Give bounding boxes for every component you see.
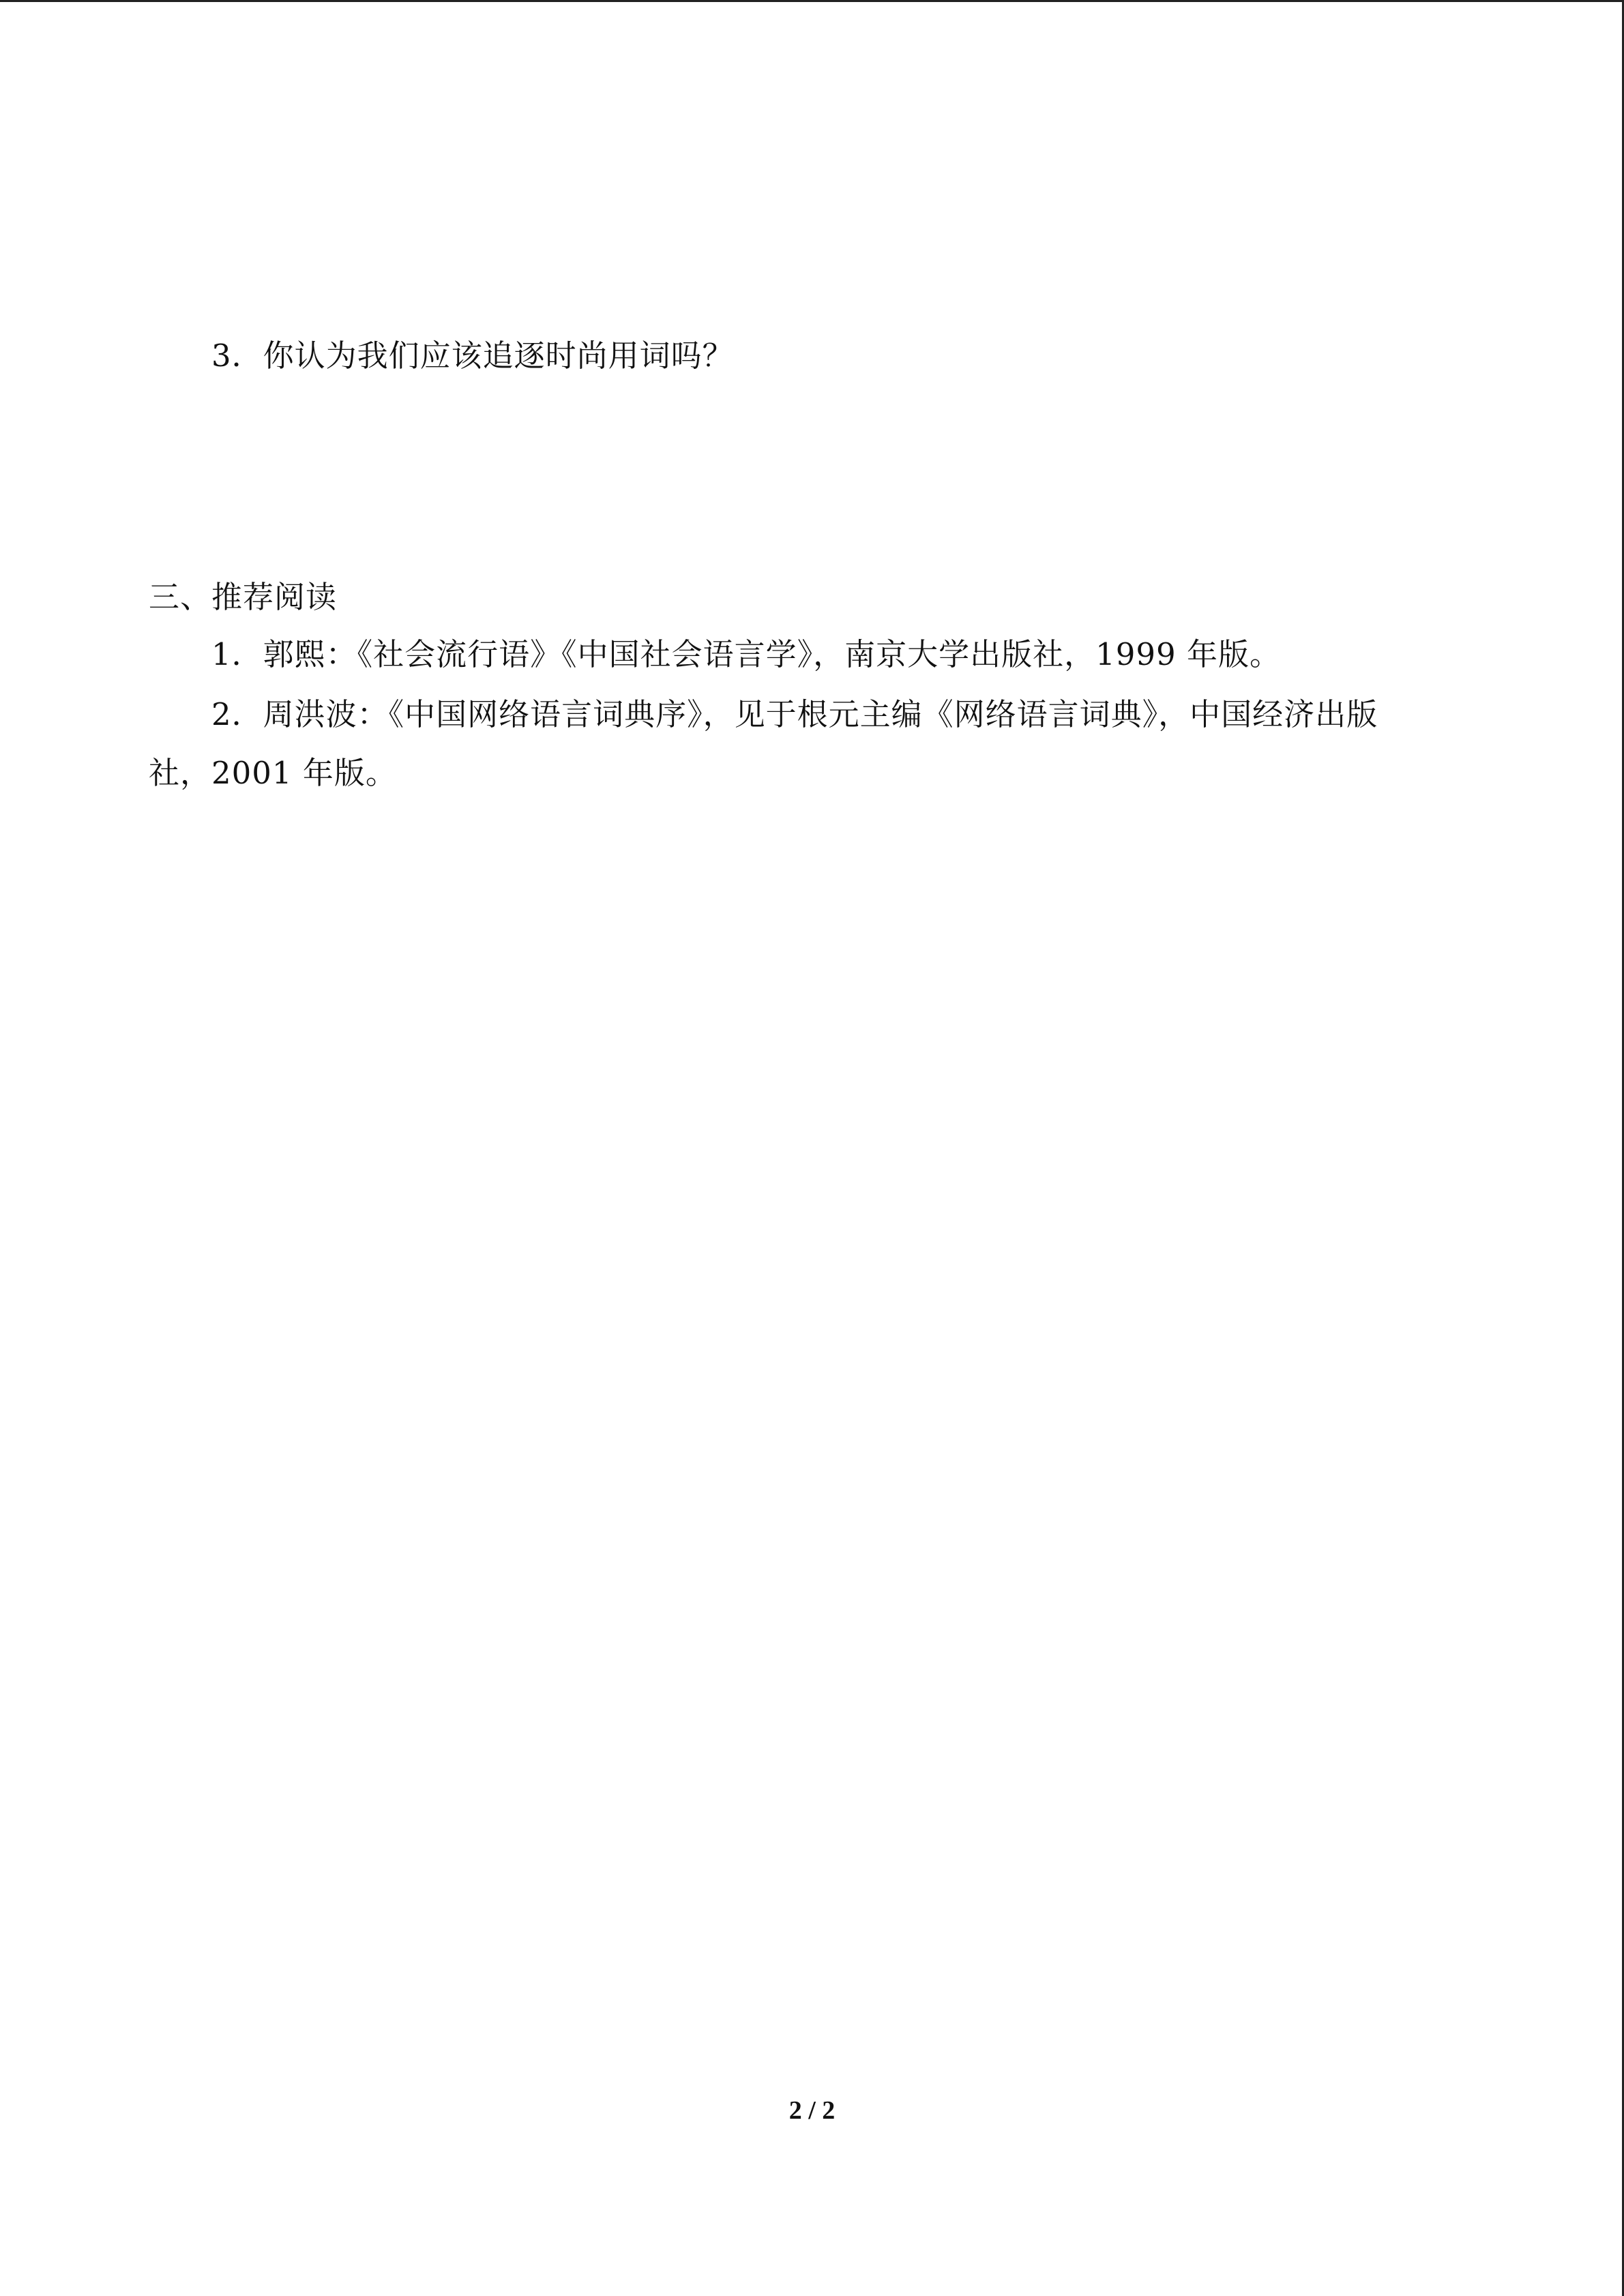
reading-item-2-line-2: 社，2001 年版。 [149,755,397,791]
question-3: 3．你认为我们应该追逐时尚用词吗？ [211,338,734,374]
reading-item-1: 1．郭熙：《社会流行语》《中国社会语言学》，南京大学出版社，1999 年版。 [211,636,1281,672]
page-top-border [0,0,1624,2]
page-number: 2 / 2 [788,2096,836,2125]
reading-item-2-line-1: 2．周洪波：《中国网络语言词典序》，见于根元主编《网络语言词典》，中国经济出版 [211,696,1378,732]
section-heading-recommended-reading: 三、推荐阅读 [149,579,338,615]
